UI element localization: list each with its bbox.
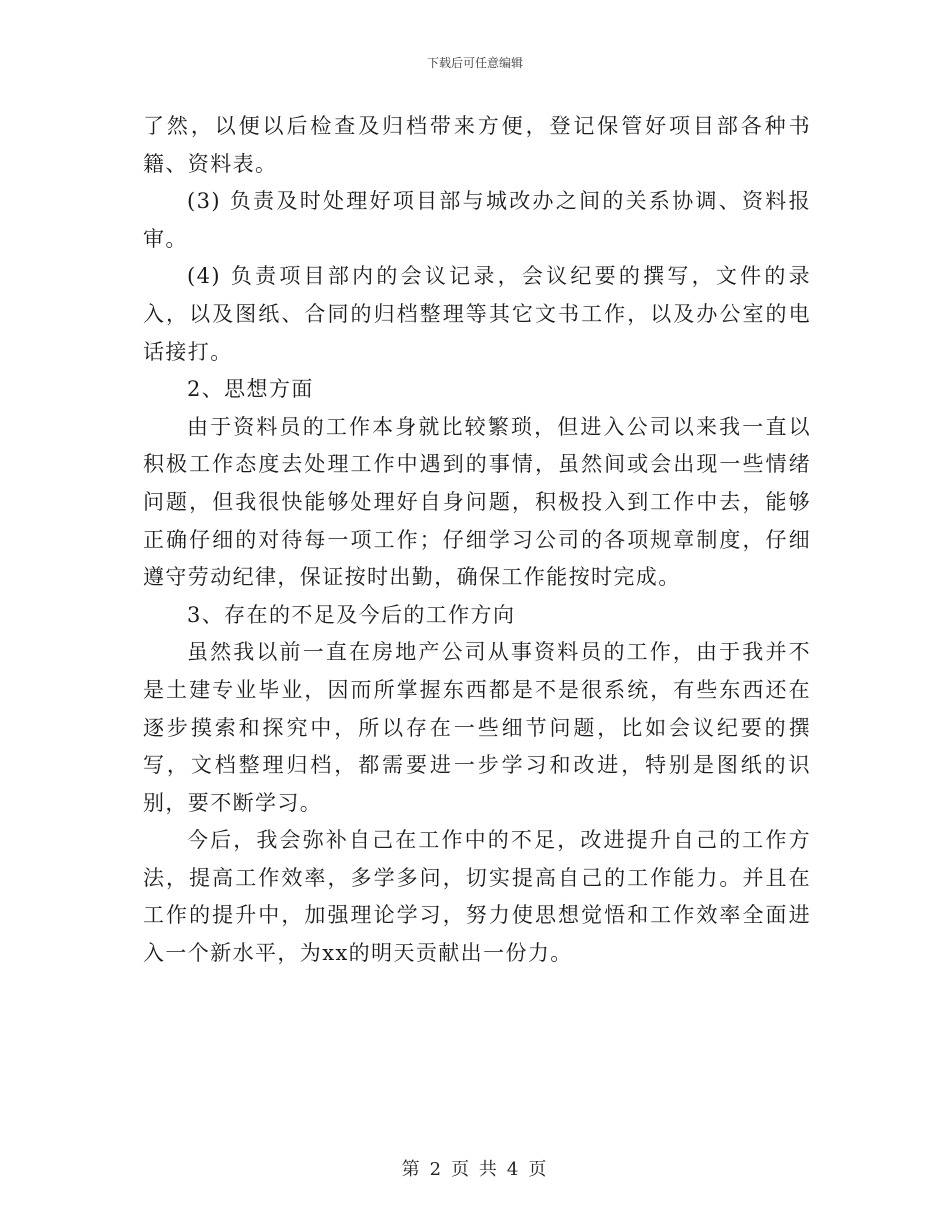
document-body [143,108,811,973]
paragraph: 今后，我会弥补自己在工作中的不足，改进提升自己的工作方法，提高工作效率，多学多问，切实提高自己的工作能力。并且在工作的提升中，加强理论学习，努力使思想觉悟和工作效率全面进入一个新水平，为xx的明天贡献出一份力。 [143,828,811,966]
paragraph: 了然，以便以后检查及归档带来方便，登记保管好项目部各种书籍、资料表。 [143,114,811,176]
footer-suffix: 页 [528,1159,549,1180]
paragraph: (4) 负责项目部内的会议记录，会议纪要的撰写，文件的录入，以及图纸、合同的归档整理等其它文书工作，以及办公室的电话接打。 [143,264,811,364]
section-heading: 2、思想方面 [187,377,314,402]
page-header [0,54,950,71]
footer-prefix: 第 [401,1159,422,1180]
page-footer [0,1155,950,1181]
footer-middle: 页 共 [451,1159,499,1180]
header-text: 下载后可任意编辑 [426,56,523,70]
footer-current-page: 2 [429,1159,444,1180]
paragraph: 虽然我以前一直在房地产公司从事资料员的工作，由于我并不是土建专业毕业，因而所掌握东西都是不是很系统，有些东西还在逐步摸索和探究中，所以存在一些细节问题，比如会议纪要的撰写，文档整理归档，都需要进一步学习和改进，特别是图纸的识别，要不断学习。 [143,640,811,815]
paragraph: 由于资料员的工作本身就比较繁琐，但进入公司以来我一直以积极工作态度去处理工作中遇到的事情，虽然间或会出现一些情绪问题，但我很快能够处理好自身问题，积极投入到工作中去，能够正确仔细的对待每一项工作；仔细学习公司的各项规章制度，仔细遵守劳动纪律，保证按时出勤，确保工作能按时完成。 [143,414,811,590]
footer-total-pages: 4 [506,1159,521,1180]
section-heading: 3、存在的不足及今后的工作方向 [187,602,516,627]
paragraph: (3) 负责及时处理好项目部与城改办之间的关系协调、资料报审。 [143,189,811,251]
